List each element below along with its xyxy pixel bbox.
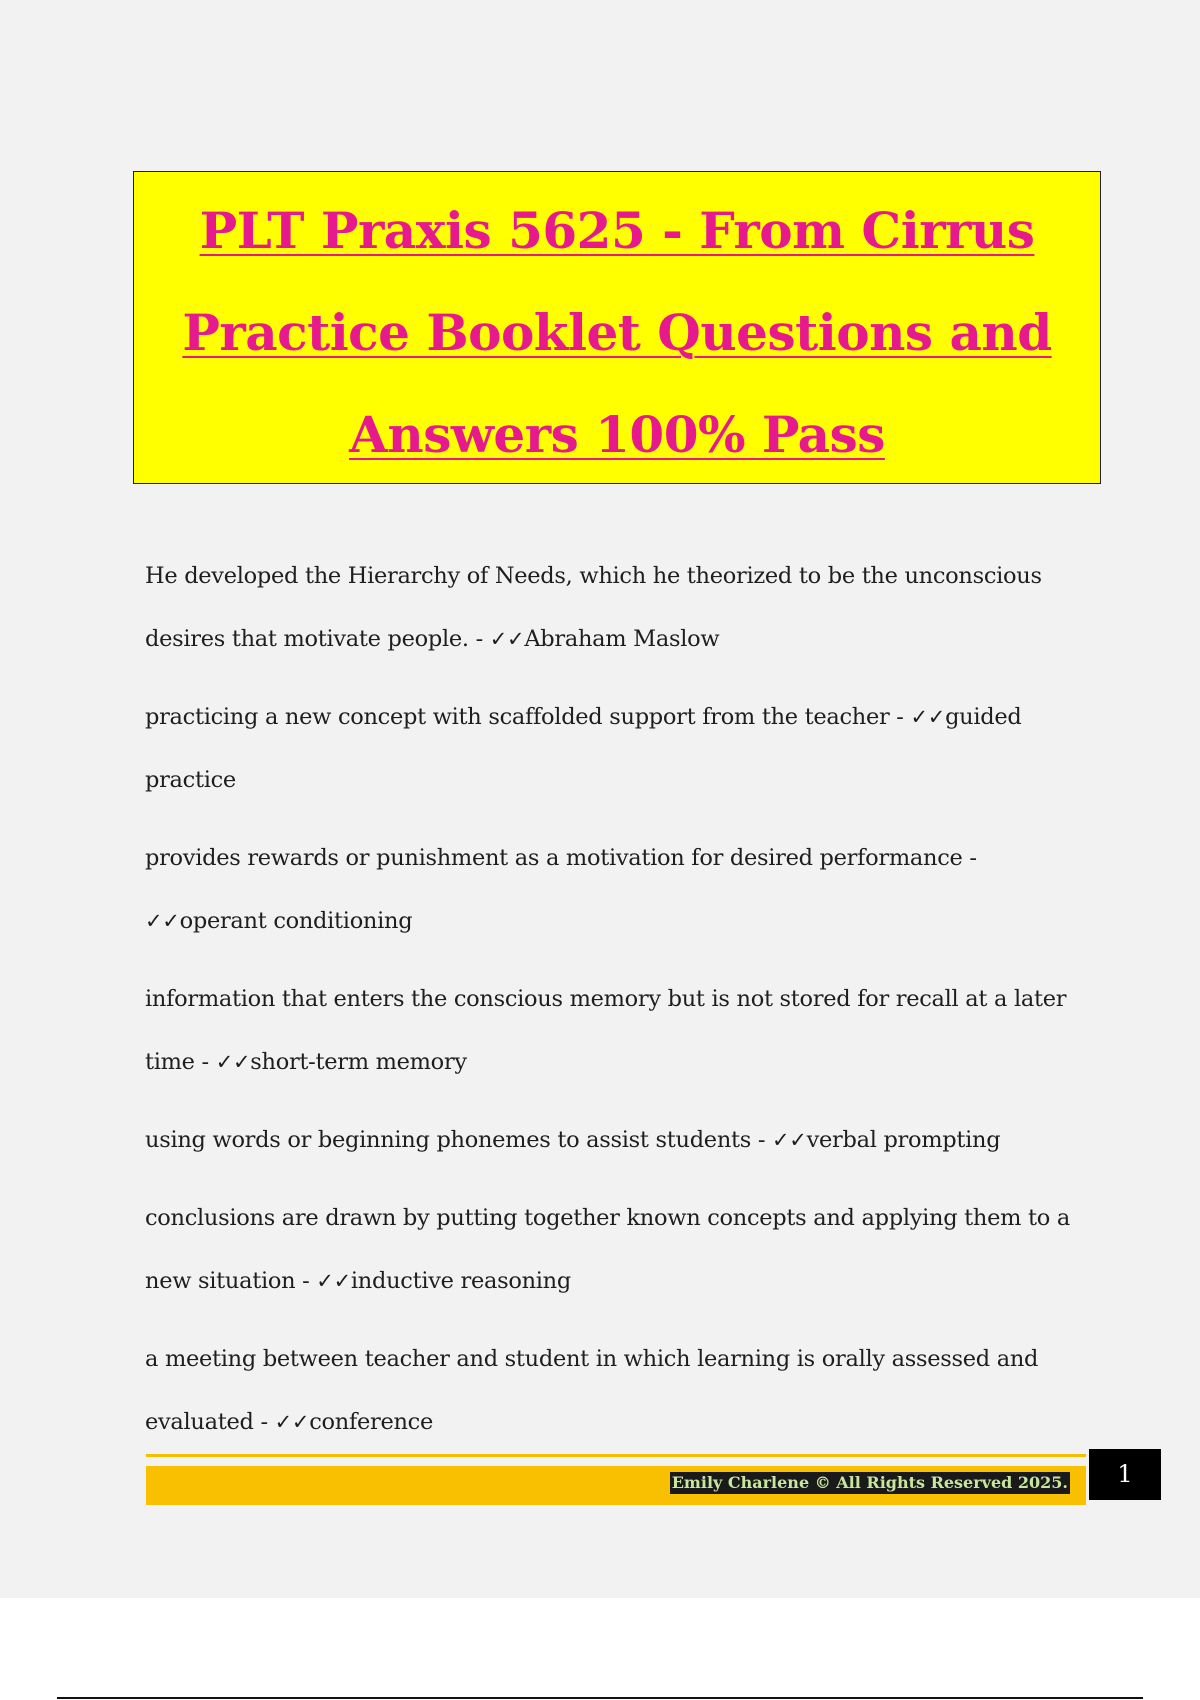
bottom-rule (57, 1697, 1143, 1699)
answer-text: operant conditioning (179, 908, 413, 934)
question-text: using words or beginning phonemes to assist students - (145, 1127, 773, 1153)
answer-text: guided practice (145, 704, 1022, 793)
qa-item (145, 686, 1095, 812)
double-check-icon: ✓✓ (489, 627, 525, 651)
qa-item (145, 968, 1095, 1094)
copyright-text: Emily Charlene © All Rights Reserved 2025. (671, 1473, 1068, 1492)
footer-bar (146, 1466, 1086, 1505)
question-text: practicing a new concept with scaffolded support from the teacher - (145, 704, 911, 730)
double-check-icon: ✓✓ (274, 1410, 310, 1434)
qa-item (145, 1187, 1095, 1313)
answer-text: Abraham Maslow (524, 626, 720, 652)
double-check-icon: ✓✓ (772, 1128, 807, 1152)
title-box (133, 171, 1101, 484)
answer-text: conference (309, 1409, 433, 1435)
title-line-2: Practice Booklet Questions and (182, 303, 1052, 362)
qa-item (145, 545, 1095, 671)
question-text: conclusions are drawn by putting together known concepts and applying them to a new situation - (145, 1205, 1070, 1294)
qa-item (145, 1328, 1095, 1454)
question-text: information that enters the conscious memory but is not stored for recall at a later time - (145, 986, 1067, 1075)
question-text: He developed the Hierarchy of Needs, which he theorized to be the unconscious desires that motivate people. - (145, 563, 1042, 652)
answer-text: verbal prompting (806, 1127, 1001, 1153)
qa-item (145, 827, 1095, 953)
question-text: a meeting between teacher and student in which learning is orally assessed and evaluated - (145, 1346, 1039, 1435)
qa-list (145, 545, 1095, 1469)
question-text: provides rewards or punishment as a motivation for desired performance - (145, 845, 977, 871)
double-check-icon: ✓✓ (215, 1050, 251, 1074)
page-number: 1 (1089, 1449, 1161, 1500)
qa-item (145, 1109, 1095, 1172)
double-check-icon: ✓✓ (910, 705, 946, 729)
answer-text: inductive reasoning (350, 1268, 571, 1294)
double-check-icon: ✓✓ (145, 909, 180, 933)
answer-text: short-term memory (250, 1049, 467, 1075)
double-check-icon: ✓✓ (316, 1269, 351, 1293)
title-line-1: PLT Praxis 5625 - From Cirrus (199, 201, 1035, 260)
title-line-3: Answers 100% Pass (349, 405, 885, 464)
footer-divider (146, 1454, 1086, 1457)
